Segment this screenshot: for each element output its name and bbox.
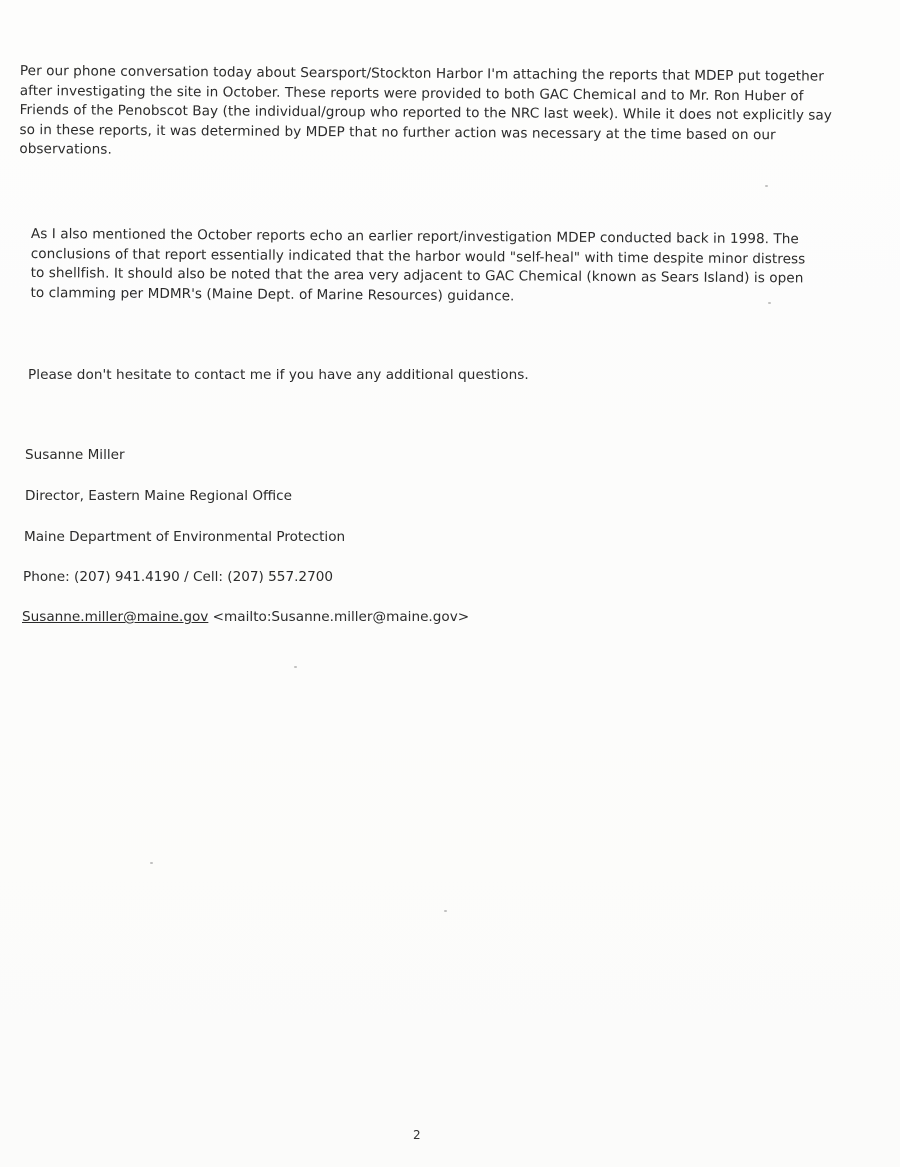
scan-speck	[150, 862, 153, 864]
scan-speck	[444, 910, 447, 912]
scan-speck	[768, 302, 771, 304]
paragraph-closing: Please don't hesitate to contact me if you have any additional questions.	[28, 367, 529, 383]
signature-email-line	[22, 608, 469, 627]
scan-speck	[765, 185, 768, 187]
paragraph-reports-attached: Per our phone conversation today about Searsport/Stockton Harbor I'm attaching the reports that MDEP put together after investigating the site in October. These reports were provided to both GAC Chemical and to Mr. Ron Huber of Friends of the Penobscot Bay (the individual/group who reported to the NRC last week). While it does not explicitly say so in these reports, it was determined by MDEP that no further action was necessary at the time based on our observations.	[19, 62, 832, 158]
email-link[interactable]: Susanne.miller@maine.gov	[22, 609, 209, 625]
mailto-text: <mailto:Susanne.miller@maine.gov>	[212, 609, 470, 625]
scan-speck	[294, 666, 297, 668]
signature-organization: Maine Department of Environmental Protection	[24, 529, 346, 545]
signature-phone: Phone: (207) 941.4190 / Cell: (207) 557.2700	[23, 569, 334, 585]
page-number: 2	[413, 1128, 421, 1142]
signature-name: Susanne Miller	[25, 447, 125, 463]
paragraph-earlier-report: As I also mentioned the October reports echo an earlier report/investigation MDEP conducted back in 1998. The conclusions of that report essentially indicated that the harbor would "self-heal" with time despite minor distress to shellfish. It should also be noted that the area very adjacent to GAC Chemical (known as Sears Island) is open to clamming per MDMR's (Maine Dept. of Marine Resources) guidance.	[30, 225, 806, 304]
signature-title: Director, Eastern Maine Regional Office	[25, 488, 293, 504]
